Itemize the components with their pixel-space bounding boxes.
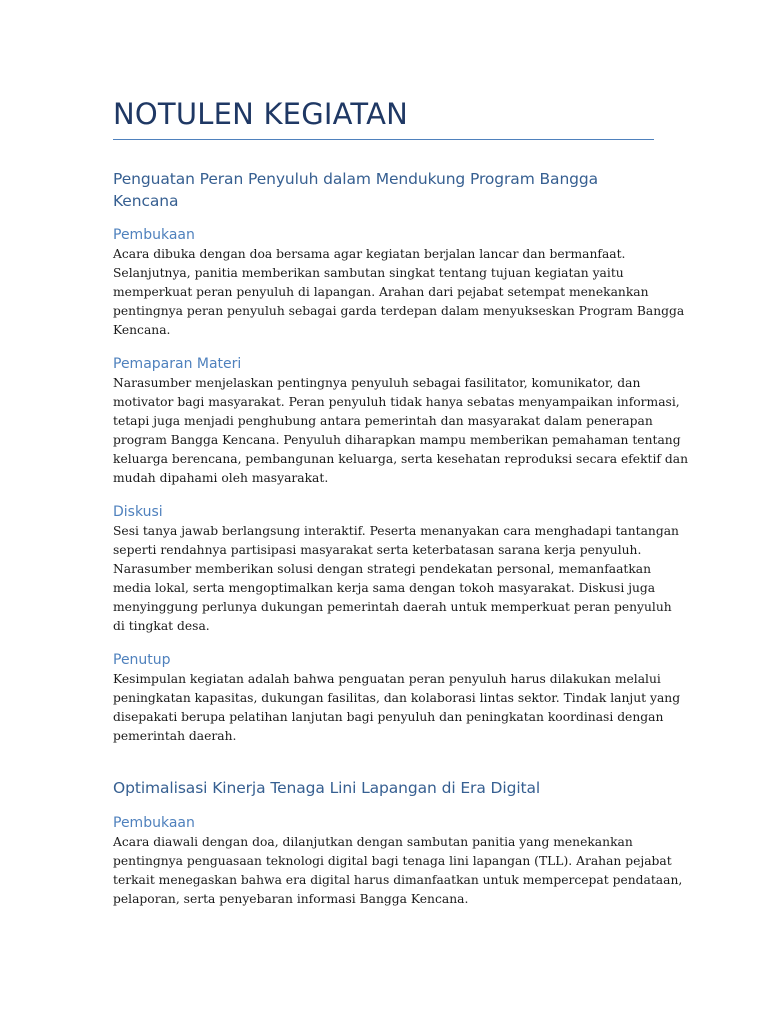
paragraph: [113, 670, 681, 746]
text-line: program Bangga Kencana. Penyuluh diharapkan mampu memberikan pemahaman tentang: [113, 433, 681, 447]
text-line: pelaporan, serta penyebaran informasi Bangga Kencana.: [113, 892, 469, 906]
section-title: Optimalisasi Kinerja Tenaga Lini Lapangan di Era Digital: [113, 779, 541, 797]
subsection-heading: Pembukaan: [113, 227, 195, 243]
text-line: menyinggung perlunya dukungan pemerintah daerah untuk memperkuat peran penyuluh: [113, 600, 672, 614]
subsection-heading: Diskusi: [113, 504, 163, 520]
text-line: di tingkat desa.: [113, 619, 210, 633]
text-line: pentingnya peran penyuluh sebagai garda terdepan dalam menyukseskan Program Bangga: [113, 304, 685, 318]
text-line: Acara diawali dengan doa, dilanjutkan dengan sambutan panitia yang menekankan: [113, 835, 633, 849]
paragraph: [113, 833, 683, 909]
text-line: keluarga berencana, pembangunan keluarga, serta kesehatan reproduksi secara efektif dan: [113, 452, 688, 466]
text-line: pemerintah daerah.: [113, 729, 237, 743]
subsection-heading: Pembukaan: [113, 815, 195, 831]
text-line: peningkatan kapasitas, dukungan fasilitas, dan kolaborasi lintas sektor. Tindak lanjut yang: [113, 691, 681, 705]
subsection-heading: Penutup: [113, 652, 171, 668]
text-line: Kencana.: [113, 323, 171, 337]
text-line: disepakati berupa pelatihan lanjutan bagi penyuluh dan peningkatan koordinasi dengan: [113, 710, 664, 724]
text-line: Narasumber memberikan solusi dengan strategi pendekatan personal, memanfaatkan: [113, 562, 652, 576]
text-line: Acara dibuka dengan doa bersama agar kegiatan berjalan lancar dan bermanfaat.: [113, 247, 626, 261]
text-line: memperkuat peran penyuluh di lapangan. Arahan dari pejabat setempat menekankan: [113, 285, 649, 299]
text-line: tetapi juga menjadi penghubung antara pemerintah dan masyarakat dalam penerapan: [113, 414, 653, 428]
text-line: motivator bagi masyarakat. Peran penyuluh tidak hanya sebatas menyampaikan informasi,: [113, 395, 680, 409]
text-line: media lokal, serta mengoptimalkan kerja sama dengan tokoh masyarakat. Diskusi juga: [113, 581, 656, 595]
text-line: Selanjutnya, panitia memberikan sambutan singkat tentang tujuan kegiatan yaitu: [113, 266, 624, 280]
text-line: Narasumber menjelaskan pentingnya penyuluh sebagai fasilitator, komunikator, dan: [113, 376, 641, 390]
text-line: Sesi tanya jawab berlangsung interaktif. Peserta menanyakan cara menghadapi tantangan: [113, 524, 679, 538]
text-line: pentingnya penguasaan teknologi digital bagi tenaga lini lapangan (TLL). Arahan pejabat: [113, 854, 672, 868]
text-line: seperti rendahnya partisipasi masyarakat serta keterbatasan sarana kerja penyuluh.: [113, 543, 642, 557]
subsection-heading: Pemaparan Materi: [113, 356, 242, 372]
text-line: mudah dipahami oleh masyarakat.: [113, 471, 329, 485]
document-title: NOTULEN KEGIATAN: [113, 96, 654, 140]
paragraph: [113, 245, 685, 340]
text-line: terkait menegaskan bahwa era digital harus dimanfaatkan untuk mempercepat pendataan,: [113, 873, 683, 887]
paragraph: [113, 522, 679, 636]
paragraph: [113, 374, 688, 488]
section-title: Penguatan Peran Penyuluh dalam Mendukung Program Bangga Kencana: [113, 170, 599, 210]
text-line: Kesimpulan kegiatan adalah bahwa penguatan peran penyuluh harus dilakukan melalui: [113, 672, 661, 686]
